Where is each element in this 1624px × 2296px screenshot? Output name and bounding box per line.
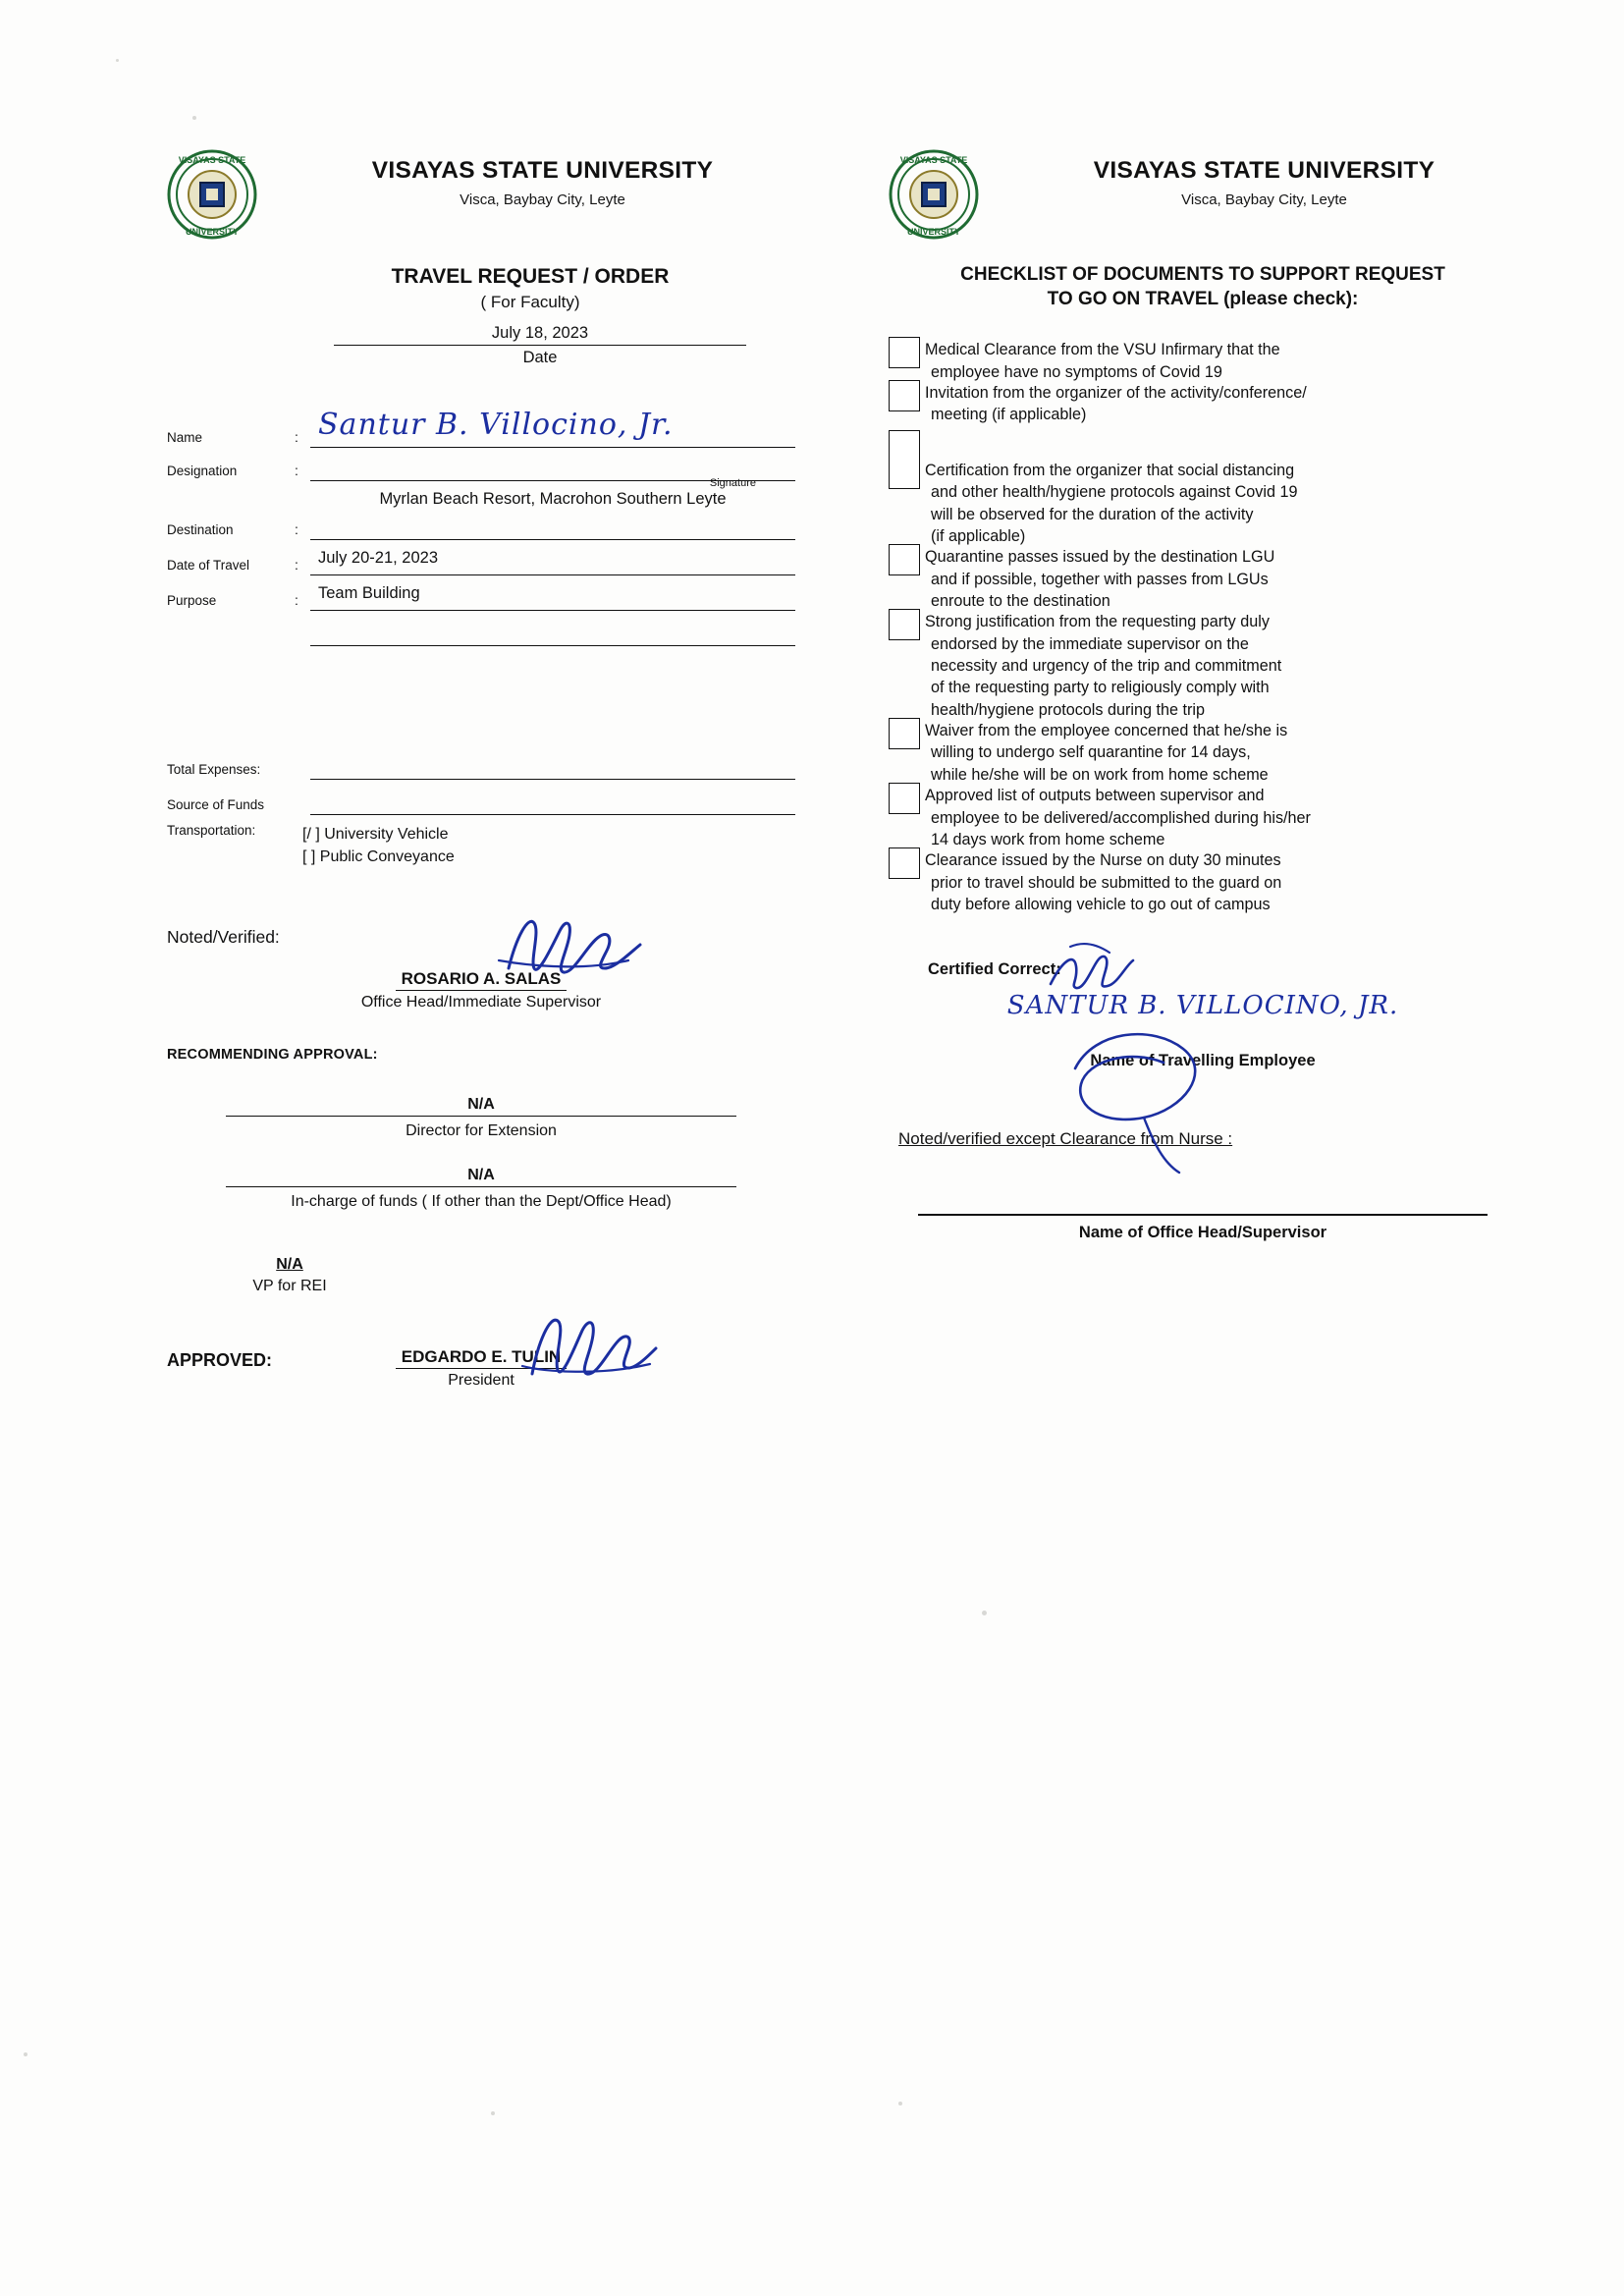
checkbox-approved-outputs[interactable]: [889, 783, 920, 814]
vsu-seal-icon-right: [879, 147, 995, 236]
svg-text:VISAYAS STATE: VISAYAS STATE: [899, 155, 968, 165]
checklist-title-line2: TO GO ON TRAVEL (please check):: [1047, 288, 1359, 309]
field-destination-colon: :: [295, 520, 298, 537]
checkbox-medical-clearance[interactable]: [889, 337, 920, 368]
field-source-of-funds-value[interactable]: [310, 788, 795, 815]
checkbox-waiver[interactable]: [889, 718, 920, 749]
vp-role: VP for REI: [252, 1278, 327, 1295]
signature-label: Signature: [709, 476, 756, 489]
traveller-signature-handwriting: SANTUR B. VILLOCINO, JR.: [1006, 991, 1399, 1021]
svg-text:UNIVERSITY: UNIVERSITY: [906, 227, 961, 237]
checklist-line: of the requesting party to religiously comply with: [931, 679, 1270, 697]
checklist-line: enroute to the destination: [931, 591, 1110, 610]
checkbox-quarantine-passes[interactable]: [889, 544, 920, 575]
field-name-handwriting: Santur B. Villocino, Jr.: [318, 408, 674, 442]
checklist-line: meeting (if applicable): [931, 406, 1087, 424]
checkbox-invitation[interactable]: [889, 380, 920, 411]
checklist-item[interactable]: [889, 718, 1517, 786]
checklist-line: Clearance issued by the Nurse on duty 30 minutes: [925, 851, 1281, 870]
field-source-of-funds: [167, 788, 795, 815]
checklist-line: employee to be delivered/accomplished during his/her: [931, 808, 1311, 827]
checklist-line: Strong justification from the requesting party duly: [925, 613, 1270, 631]
approved-block: [167, 1346, 795, 1390]
date-rule: [334, 345, 746, 346]
checklist-item[interactable]: [889, 430, 1517, 547]
vsu-seal-icon: [157, 147, 273, 236]
field-purpose: [167, 583, 795, 611]
field-name: [167, 407, 795, 448]
field-extra-value[interactable]: [310, 619, 795, 646]
checklist-item[interactable]: [889, 609, 1517, 721]
checklist-line: and other health/hygiene protocols against Covid 19: [931, 483, 1298, 502]
university-name-right: VISAYAS STATE UNIVERSITY: [1093, 157, 1435, 184]
field-purpose-value[interactable]: Team Building: [310, 583, 795, 611]
checklist-item[interactable]: [889, 380, 1517, 426]
field-total-expenses-value[interactable]: [310, 752, 795, 780]
traveller-name-label: Name of Travelling Employee: [1090, 1052, 1316, 1070]
approved-signatory-name: EDGARDO E. TULIN: [396, 1347, 567, 1369]
field-destination-label: Destination: [167, 521, 234, 537]
checklist-title-line1: CHECKLIST OF DOCUMENTS TO SUPPORT REQUEST: [960, 264, 1445, 285]
noted-verified-block: [167, 927, 795, 1011]
field-name-label: Name: [167, 429, 203, 445]
noted-except-label: Noted/verified except Clearance from Nurse :: [898, 1129, 1233, 1149]
field-date-of-travel-value[interactable]: July 20-21, 2023: [310, 548, 795, 575]
noted-signatory-name: ROSARIO A. SALAS: [396, 969, 568, 991]
field-designation-colon: :: [295, 462, 298, 478]
checklist-line: willing to undergo self quarantine for 14 days,: [931, 743, 1251, 762]
checklist-item-text: [925, 718, 1287, 786]
field-purpose-label: Purpose: [167, 592, 217, 608]
transport-option-public-conveyance[interactable]: [ ] Public Conveyance: [302, 847, 455, 865]
recommending-approval-label: RECOMMENDING APPROVAL:: [167, 1046, 378, 1063]
checkbox-certification[interactable]: [889, 430, 920, 489]
svg-text:UNIVERSITY: UNIVERSITY: [185, 227, 240, 237]
recommending-item-0: [167, 1096, 795, 1142]
field-transportation-label: Transportation:: [167, 822, 256, 838]
university-address-right: Visca, Baybay City, Leyte: [1181, 191, 1347, 208]
checklist-line: Quarantine passes issued by the destination LGU: [925, 548, 1275, 567]
expense-fields: [167, 752, 795, 868]
checkbox-nurse-clearance[interactable]: [889, 847, 920, 879]
page-title: TRAVEL REQUEST / ORDER: [391, 265, 670, 288]
field-extra-colon: [295, 643, 310, 646]
date-field: [334, 324, 746, 367]
office-head-rule: [918, 1214, 1488, 1216]
recommending-1-value: N/A: [467, 1167, 495, 1184]
page-subtitle: ( For Faculty): [480, 293, 580, 311]
field-purpose-colon: :: [295, 591, 298, 608]
field-date-of-travel: [167, 548, 795, 575]
date-value: July 18, 2023: [491, 324, 589, 342]
checklist-line: while he/she will be on work from home scheme: [931, 765, 1269, 784]
vp-block: [226, 1256, 795, 1297]
noted-verified-label: Noted/Verified:: [167, 926, 280, 947]
checklist-column: [889, 157, 1517, 1242]
field-destination-value[interactable]: Myrlan Beach Resort, Macrohon Southern Leyte: [310, 489, 795, 540]
certified-correct-label: Certified Correct:: [928, 960, 1061, 979]
vp-value: N/A: [276, 1256, 303, 1274]
checklist-line: and if possible, together with passes from LGUs: [931, 570, 1269, 588]
field-designation: [167, 452, 795, 489]
noted-signatory-role: Office Head/Immediate Supervisor: [360, 993, 602, 1011]
checkbox-strong-justification[interactable]: [889, 609, 920, 640]
recommending-item-1: [167, 1167, 795, 1213]
field-total-expenses: [167, 752, 795, 780]
university-name: VISAYAS STATE UNIVERSITY: [371, 157, 714, 184]
recommending-approval-block: [167, 1047, 795, 1213]
checklist-items: [889, 337, 1517, 915]
date-label: Date: [522, 349, 558, 366]
checklist-line: Certification from the organizer that social distancing: [925, 461, 1295, 479]
checklist-item[interactable]: [889, 847, 1517, 915]
approved-signatory-role: President: [448, 1371, 514, 1389]
field-total-expenses-label: Total Expenses:: [167, 761, 261, 777]
checklist-item-text: [925, 380, 1307, 426]
checklist-item-text: [925, 783, 1311, 850]
recommending-1-role: In-charge of funds ( If other than the Dept/Office Head): [291, 1193, 672, 1211]
checklist-line: employee have no symptoms of Covid 19: [931, 362, 1222, 381]
approved-label: APPROVED:: [167, 1349, 273, 1370]
checklist-line: necessity and urgency of the trip and commitment: [931, 657, 1282, 676]
field-name-value[interactable]: [310, 407, 795, 448]
checklist-line: Approved list of outputs between supervisor and: [925, 787, 1265, 805]
checklist-line: prior to travel should be submitted to the guard on: [931, 873, 1282, 892]
checklist-line: endorsed by the immediate supervisor on the: [931, 634, 1249, 653]
field-date-of-travel-label: Date of Travel: [167, 557, 250, 573]
checklist-item-text: [925, 544, 1274, 612]
checklist-line: (if applicable): [931, 526, 1026, 545]
checklist-item-text: [925, 609, 1281, 721]
certified-correct-block: [889, 960, 1517, 1242]
field-source-of-funds-label: Source of Funds: [167, 796, 265, 812]
office-head-label: Name of Office Head/Supervisor: [1078, 1224, 1327, 1242]
university-address: Visca, Baybay City, Leyte: [460, 191, 625, 208]
field-name-colon: :: [295, 428, 298, 445]
svg-text:VISAYAS STATE: VISAYAS STATE: [178, 155, 246, 165]
checklist-line: will be observed for the duration of the activity: [931, 505, 1254, 523]
checklist-line: Invitation from the organizer of the activity/conference/: [925, 384, 1307, 403]
field-extra-label: [167, 643, 295, 646]
checklist-item-text: [925, 337, 1280, 383]
field-destination: [167, 489, 795, 540]
checklist-line: Medical Clearance from the VSU Infirmary that the: [925, 341, 1280, 359]
field-date-of-travel-colon: :: [295, 556, 298, 573]
travel-request-column: [167, 157, 795, 1390]
checklist-item-text: [925, 847, 1281, 915]
checklist-line: Waiver from the employee concerned that he/she is: [925, 722, 1288, 740]
checklist-item[interactable]: [889, 544, 1517, 612]
checklist-item[interactable]: [889, 783, 1517, 850]
recommending-0-role: Director for Extension: [406, 1121, 557, 1139]
checklist-line: health/hygiene protocols during the trip: [931, 700, 1205, 719]
field-extra: [167, 619, 795, 646]
recommending-0-value: N/A: [467, 1095, 495, 1113]
field-designation-label: Designation: [167, 463, 238, 478]
checklist-line: 14 days work from home scheme: [931, 830, 1165, 848]
request-fields: [167, 407, 795, 646]
checklist-line: duty before allowing vehicle to go out of campus: [931, 896, 1271, 913]
checklist-item-text: [925, 430, 1297, 547]
transport-option-university-vehicle[interactable]: [/ ] University Vehicle: [302, 825, 449, 843]
checklist-item[interactable]: [889, 337, 1517, 383]
